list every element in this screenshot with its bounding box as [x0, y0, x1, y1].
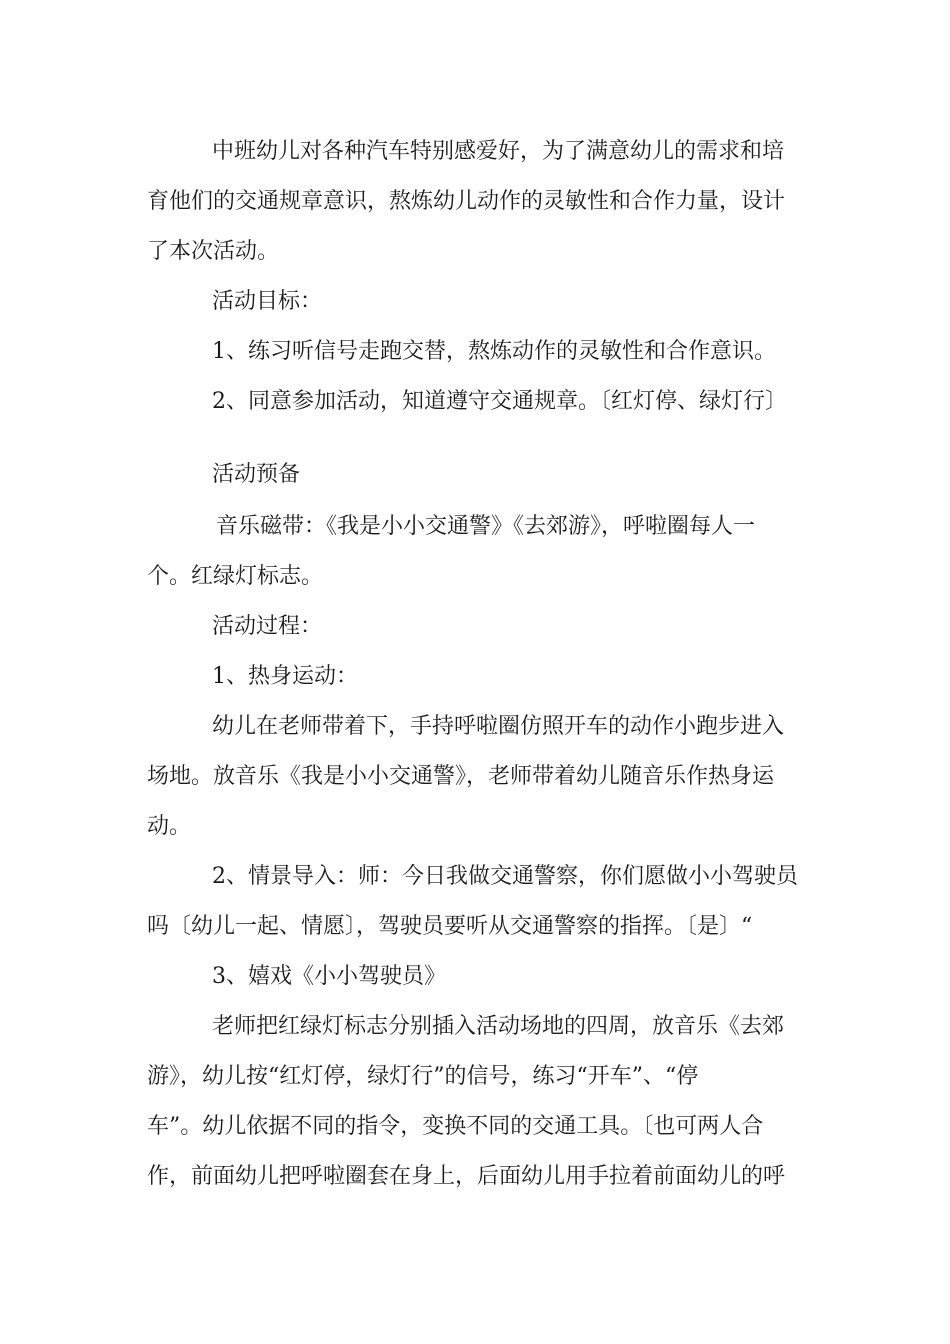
text-line: 动。: [147, 814, 192, 839]
text-line: 场地。放音乐《我是小小交通警》，老师带着幼儿随音乐作热身运: [147, 764, 775, 789]
text-line: 作，前面幼儿把呼啦圈套在身上，后面幼儿用手拉着前面幼儿的呼: [147, 1164, 786, 1189]
section-heading: 活动过程：: [212, 614, 323, 639]
text-line: 游》，幼儿按“红灯停，绿灯行”的信号，练习“开车”、“停: [147, 1064, 699, 1089]
list-item: 1、练习听信号走跑交替，熬炼动作的灵敏性和合作意识。: [212, 339, 776, 364]
text-line: 个。红绿灯标志。: [147, 564, 324, 589]
list-item: 1、热身运动：: [212, 664, 358, 689]
text-line: 车”。幼儿依据不同的指令，变换不同的交通工具。〔也可两人合: [147, 1114, 764, 1139]
list-item: 3、嬉戏《小小驾驶员》: [212, 964, 446, 989]
text-line: 中班幼儿对各种汽车特别感爱好，为了满意幼儿的需求和培: [212, 139, 785, 164]
list-item: 2、同意参加活动，知道遵守交通规章。〔红灯停、绿灯行〕: [212, 389, 787, 414]
text-line: 幼儿在老师带着下，手持呼啦圈仿照开车的动作小跑步进入: [212, 714, 785, 739]
list-item: 2、情景导入：师：今日我做交通警察，你们愿做小小驾驶员: [212, 864, 798, 889]
text-line: 了本次活动。: [147, 239, 280, 264]
section-heading: 活动目标：: [212, 289, 323, 314]
text-line: 育他们的交通规章意识，熬炼幼儿动作的灵敏性和合作力量，设计: [147, 189, 786, 214]
text-line: 音乐磁带：《我是小小交通警》《去郊游》，呼啦圈每人一: [216, 514, 756, 539]
text-line: 老师把红绿灯标志分别插入活动场地的四周，放音乐《去郊: [212, 1014, 785, 1039]
text-line: 吗〔幼儿一起、情愿〕，驾驶员要听从交通警察的指挥。〔是〕“: [147, 914, 753, 939]
section-heading: 活动预备: [212, 462, 301, 487]
